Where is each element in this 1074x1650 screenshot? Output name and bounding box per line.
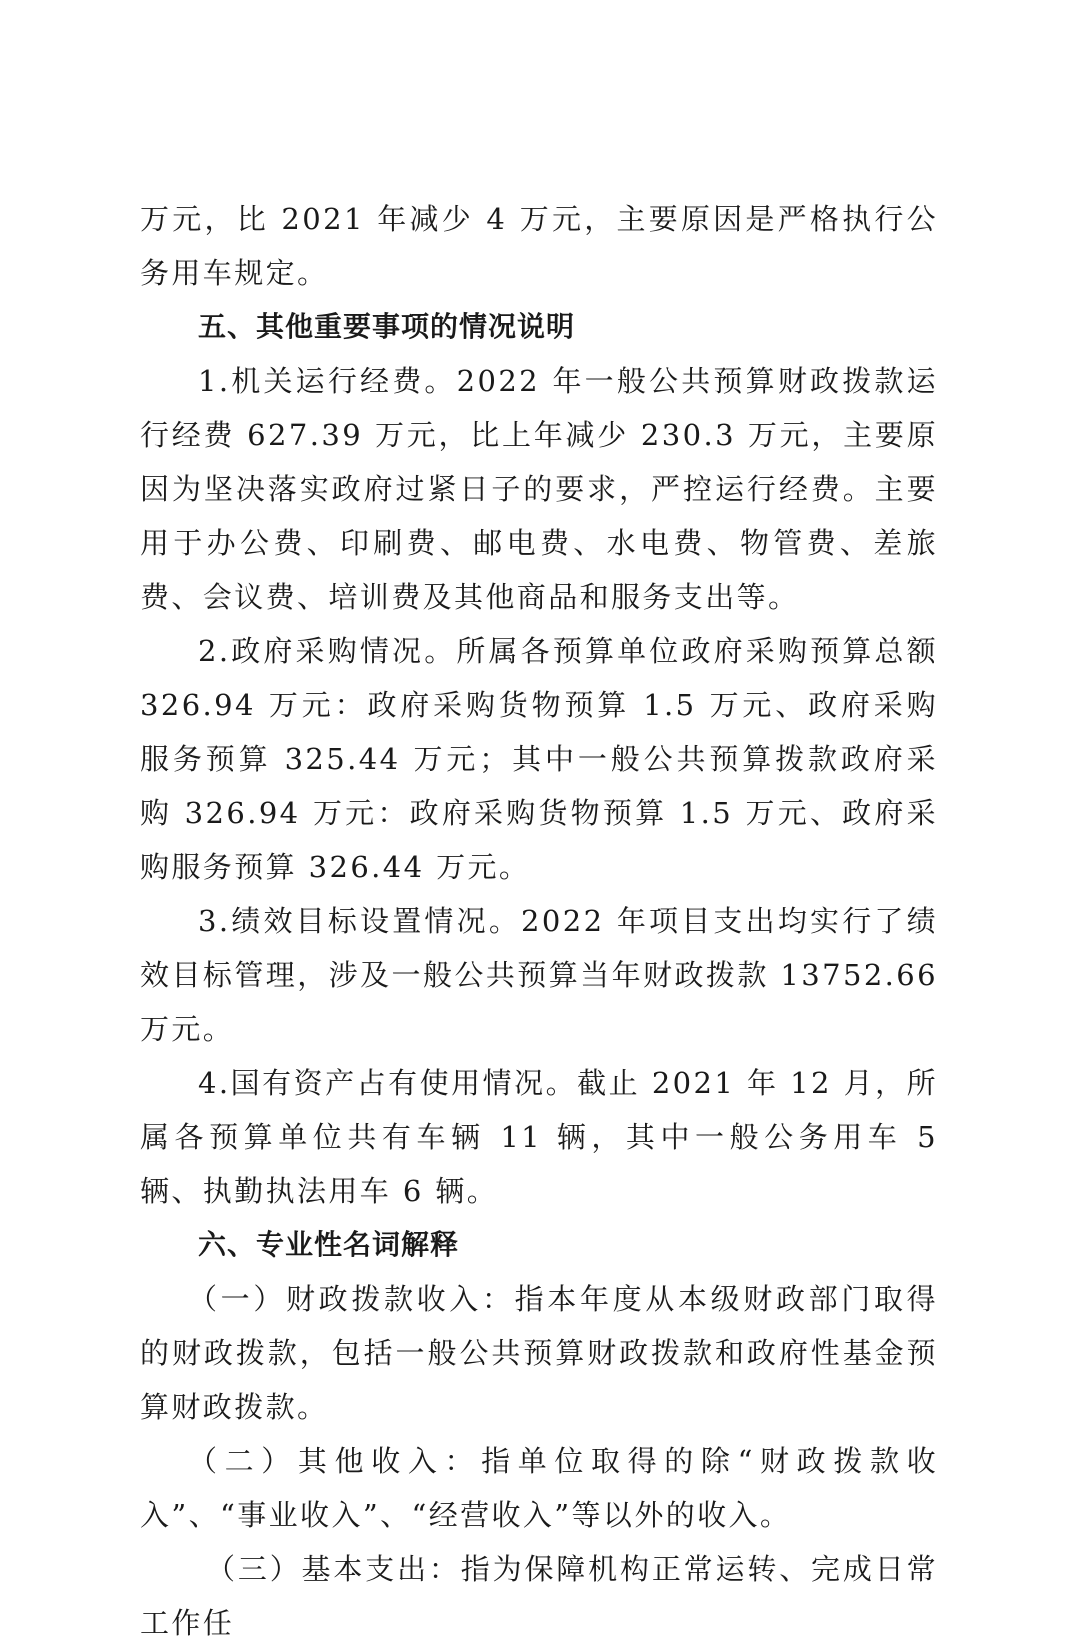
paragraph-term-other-income: （二）其他收入：指单位取得的除“财政拨款收入”、“事业收入”、“经营收入”等以外的收入。 <box>140 1444 938 1532</box>
document-page <box>140 192 938 1650</box>
paragraph-state-assets: 4.国有资产占有使用情况。截止 2021 年 12 月，所属各预算单位共有车辆 11 辆，其中一般公务用车 5 辆、执勤执法用车 6 辆。 <box>140 1066 938 1208</box>
paragraph-operating-expenses: 1.机关运行经费。2022 年一般公共预算财政拨款运行经费 627.39 万元，比上年减少 230.3 万元，主要原因为坚决落实政府过紧日子的要求，严控运行经费。主要用于办公费、印刷费、邮电费、水电费、物管费、差旅费、会议费、培训费及其他商品和服务支出等。 <box>140 364 938 614</box>
paragraph-performance-targets: 3.绩效目标设置情况。2022 年项目支出均实行了绩效目标管理，涉及一般公共预算当年财政拨款 13752.66 万元。 <box>140 904 938 1046</box>
paragraph-government-procurement: 2.政府采购情况。所属各预算单位政府采购预算总额 326.94 万元：政府采购货物预算 1.5 万元、政府采购服务预算 325.44 万元；其中一般公共预算拨款政府采购 326.94 万元：政府采购货物预算 1.5 万元、政府采购服务预算 326.44 万元。 <box>140 634 938 884</box>
paragraph-term-fiscal-allocation: （一）财政拨款收入：指本年度从本级财政部门取得的财政拨款，包括一般公共预算财政拨款和政府性基金预算财政拨款。 <box>140 1282 938 1424</box>
section-heading-other-matters: 五、其他重要事项的情况说明 <box>198 310 576 343</box>
section-heading-terminology: 六、专业性名词解释 <box>198 1228 460 1261</box>
paragraph-vehicle-cost-continuation: 万元，比 2021 年减少 4 万元，主要原因是严格执行公务用车规定。 <box>140 202 938 290</box>
paragraph-term-basic-expenditure: （三）基本支出：指为保障机构正常运转、完成日常工作任 <box>140 1552 938 1640</box>
